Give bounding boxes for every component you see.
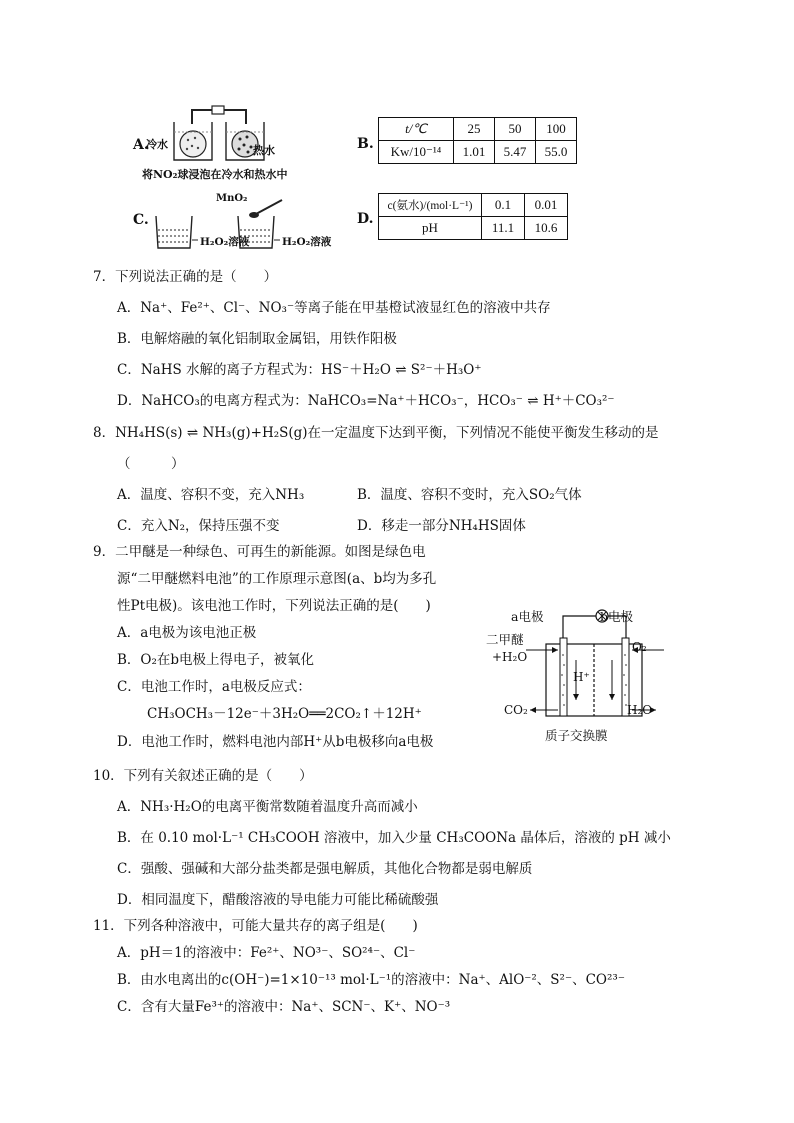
dimethyl-ether-label: 二甲醚	[486, 632, 524, 647]
option-a: A．pH＝1的溶液中：Fe²⁺、NO³⁻、SO²⁴⁻、Cl⁻	[117, 945, 416, 961]
question-stem: 9．二甲醚是一种绿色、可再生的新能源。如图是绿色电	[93, 544, 426, 560]
option-d: D．移走一部分NH₄HS固体	[357, 518, 526, 534]
b-electrode-label: b电极	[600, 609, 634, 624]
question-stem-cont: 性Pt电极)。该电池工作时，下列说法正确的是( )	[117, 598, 431, 614]
figure-c-label: C.	[133, 212, 149, 228]
figure-a-label: A.	[133, 137, 149, 153]
option-c: C．含有大量Fe³⁺的溶液中：Na⁺、SCN⁻、K⁺、NO⁻³	[117, 999, 451, 1015]
option-a: A．a电极为该电池正极	[117, 625, 257, 641]
water-output-label: H₂O	[627, 703, 653, 717]
option-c: C．NaHS 水解的离子方程式为：HS⁻＋H₂O ⇌ S²⁻＋H₃O⁺	[117, 362, 482, 378]
co2-output-label: CO₂	[504, 703, 528, 717]
table-row: pH 11.1 10.6	[379, 217, 568, 240]
option-a: A．Na⁺、Fe²⁺、Cl⁻、NO₃⁻等离子能在甲基橙试液显红色的溶液中共存	[117, 300, 551, 316]
figure-a-caption: 将NO₂球浸泡在冷水和热水中	[142, 168, 288, 181]
table-row: t/℃ 25 50 100	[379, 118, 577, 141]
option-a: A．NH₃·H₂O的电离平衡常数随着温度升高而减小	[117, 799, 418, 815]
option-b: B．温度、容积不变时，充入SO₂气体	[357, 487, 582, 503]
proton-label: H⁺	[573, 670, 590, 684]
ammonia-ph-table	[378, 193, 568, 240]
option-d: D．电池工作时，燃料电池内部H⁺从b电极移向a电极	[117, 734, 434, 750]
h2o2-solution-label-1: H₂O₂溶液	[200, 236, 250, 248]
oxygen-label: O₂	[632, 640, 647, 654]
hot-water-label: 热水	[253, 144, 275, 157]
question-stem: 10．下列有关叙述正确的是（ ）	[93, 768, 313, 784]
question-stem-cont: 源“二甲醚燃料电池”的工作原理示意图(a、b均为多孔	[117, 571, 437, 587]
option-a: A．温度、容积不变，充入NH₃	[117, 487, 305, 503]
question-stem: 11．下列各种溶液中，可能大量共存的离子组是( )	[93, 918, 418, 934]
h2o2-solution-label-2: H₂O₂溶液	[282, 236, 332, 248]
option-b: B．电解熔融的氧化铝制取金属铝，用铁作阳极	[117, 331, 397, 347]
cold-water-label: 冷水	[146, 138, 168, 151]
figure-b-label: B.	[357, 136, 374, 152]
option-b: B．O₂在b电极上得电子，被氧化	[117, 652, 315, 668]
option-c-equation: CH₃OCH₃－12e⁻＋3H₂O══2CO₂↑＋12H⁺	[147, 706, 422, 722]
answer-paren: （ ）	[117, 456, 185, 472]
option-c: C．电池工作时，a电极反应式：	[117, 679, 311, 695]
figure-d-label: D.	[357, 211, 374, 227]
kw-table	[378, 117, 577, 164]
question-stem: 8．NH₄HS(s) ⇌ NH₃(g)+H₂S(g)在一定温度下达到平衡，下列情况不能使平衡发生移动的是	[93, 425, 659, 441]
question-stem: 7．下列说法正确的是（ ）	[93, 269, 278, 285]
membrane-label: 质子交换膜	[545, 728, 608, 743]
table-row: Kw/10⁻¹⁴ 1.01 5.47 55.0	[379, 141, 577, 164]
a-electrode-label: a电极	[511, 609, 544, 624]
option-b: B．由水电离出的c(OH⁻)=1×10⁻¹³ mol·L⁻¹的溶液中：Na⁺、AlO⁻²、S²⁻、CO²³⁻	[117, 972, 625, 988]
option-d: D．NaHCO₃的电离方程式为：NaHCO₃=Na⁺＋HCO₃⁻，HCO₃⁻ ⇌ H⁺＋CO₃²⁻	[117, 393, 615, 409]
water-input-label: +H₂O	[492, 650, 528, 664]
option-c: C．强酸、强碱和大部分盐类都是强电解质，其他化合物都是弱电解质	[117, 861, 533, 877]
table-row: c(氨水)/(mol·L⁻¹) 0.1 0.01	[379, 194, 568, 217]
option-d: D．相同温度下，醋酸溶液的导电能力可能比稀硫酸强	[117, 892, 439, 908]
mno2-label: MnO₂	[216, 193, 248, 204]
option-c: C．充入N₂，保持压强不变	[117, 518, 280, 534]
option-b: B．在 0.10 mol·L⁻¹ CH₃COOH 溶液中，加入少量 CH₃COONa 晶体后，溶液的 pH 减小	[117, 830, 671, 846]
